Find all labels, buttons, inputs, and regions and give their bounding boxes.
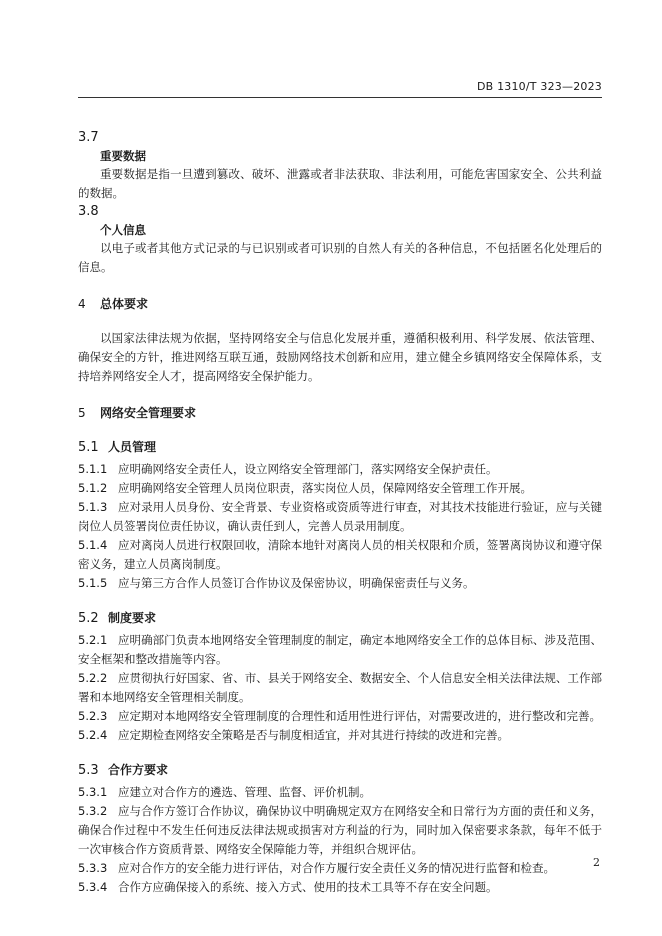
clause-number: 5.1.5 — [78, 576, 108, 590]
term-title: 个人信息 — [100, 223, 146, 237]
clause-number: 5.3.4 — [78, 880, 108, 894]
clause-number: 5.2.1 — [78, 633, 108, 647]
chapter-title: 总体要求 — [100, 297, 149, 311]
clause-text: 应定期对本地网络安全管理制度的合理性和适用性进行评估，对需要改进的，进行整改和完善。 — [118, 709, 601, 723]
clause-number: 5.3.2 — [78, 804, 108, 818]
chapter-number: 4 — [78, 297, 86, 311]
clause-item — [78, 536, 602, 574]
term-number: 3.7 — [78, 130, 99, 145]
chapter-paragraph: 以国家法律法规为依据，坚持网络安全与信息化发展并重，遵循积极利用、科学发展、依法管理、确保安全的方针，推进网络互联互通，鼓励网络技术创新和应用，建立健全乡镇网络安全保障体系，支持培养网络安全人才，提高网络安全保护能力。 — [78, 331, 602, 383]
clause-text: 应与合作方签订合作协议，确保协议中明确规定双方在网络安全和日常行为方面的责任和义务，确保合作过程中不发生任何违反法律法规或损害对方利益的行为，同时加入保密要求条款，每年不低于一次审核合作方资质背景、网络安全保障能力等，并组织合规评估。 — [78, 804, 602, 856]
section-title: 制度要求 — [108, 611, 157, 625]
clause-item — [78, 498, 602, 536]
chapter-heading — [78, 404, 602, 422]
clause-item — [78, 878, 602, 897]
section-heading — [78, 438, 602, 457]
term-definition: 以电子或者其他方式记录的与已识别或者可识别的自然人有关的各种信息，不包括匿名化处理后的信息。 — [78, 241, 602, 274]
term-number: 3.8 — [78, 204, 99, 219]
chapter-number: 5 — [78, 406, 86, 420]
page-body — [78, 129, 602, 897]
term-title: 重要数据 — [100, 149, 146, 163]
clause-number: 5.3.1 — [78, 785, 108, 799]
clause-text: 应明确网络安全管理人员岗位职责，落实岗位人员，保障网络安全管理工作开展。 — [118, 481, 532, 495]
clause-text: 应对录用人员身份、安全背景、专业资格或资质等进行审查，对其技术技能进行验证，应与关键岗位人员签署岗位责任协议，确认责任到人，完善人员录用制度。 — [78, 500, 602, 533]
clause-number: 5.1.2 — [78, 481, 108, 495]
section-title: 合作方要求 — [108, 763, 169, 777]
clause-item — [78, 631, 602, 669]
section-number: 5.1 — [78, 440, 99, 455]
header-rule — [78, 97, 602, 98]
clause-item — [78, 479, 602, 498]
clause-number: 5.2.4 — [78, 728, 108, 742]
clause-text: 应建立对合作方的遴选、管理、监督、评价机制。 — [118, 785, 371, 799]
clause-text: 应对离岗人员进行权限回收，清除本地针对离岗人员的相关权限和介质，签署离岗协议和遵守保密义务，建立人员离岗制度。 — [78, 538, 602, 571]
clause-number: 5.1.4 — [78, 538, 108, 552]
clause-item — [78, 726, 602, 745]
clause-item — [78, 783, 602, 802]
clause-item — [78, 460, 602, 479]
clause-number: 5.1.1 — [78, 462, 108, 476]
clause-text: 应与第三方合作人员签订合作协议及保密协议，明确保密责任与义务。 — [118, 576, 475, 590]
page-number: 2 — [593, 856, 600, 869]
clause-text: 应明确部门负责本地网络安全管理制度的制定，确定本地网络安全工作的总体目标、涉及范围、安全框架和整改措施等内容。 — [78, 633, 602, 666]
clause-number: 5.3.3 — [78, 861, 108, 875]
clause-text: 应明确网络安全责任人，设立网络安全管理部门，落实网络安全保护责任。 — [118, 462, 498, 476]
section-number: 5.2 — [78, 611, 99, 626]
clause-number: 5.2.2 — [78, 671, 108, 685]
clause-number: 5.1.3 — [78, 500, 108, 514]
section-heading — [78, 761, 602, 780]
document-code: DB 1310/T 323—2023 — [476, 80, 602, 93]
clause-text: 应对合作方的安全能力进行评估，对合作方履行安全责任义务的情况进行监督和检查。 — [118, 861, 555, 875]
term-definition: 重要数据是指一旦遭到篡改、破坏、泄露或者非法获取、非法利用，可能危害国家安全、公共利益的数据。 — [78, 167, 602, 200]
clause-text: 应定期检查网络安全策略是否与制度相适宜，并对其进行持续的改进和完善。 — [118, 728, 509, 742]
clause-item — [78, 574, 602, 593]
section-number: 5.3 — [78, 763, 99, 778]
section-title: 人员管理 — [108, 440, 157, 454]
clause-item — [78, 859, 602, 878]
chapter-title: 网络安全管理要求 — [100, 406, 197, 420]
clause-item — [78, 707, 602, 726]
clause-number: 5.2.3 — [78, 709, 108, 723]
clause-item — [78, 802, 602, 859]
chapter-heading — [78, 295, 602, 313]
clause-item — [78, 669, 602, 707]
clause-text: 应贯彻执行好国家、省、市、县关于网络安全、数据安全、个人信息安全相关法律法规、工作部署和本地网络安全管理相关制度。 — [78, 671, 602, 704]
clause-text: 合作方应确保接入的系统、接入方式、使用的技术工具等不存在安全问题。 — [118, 880, 498, 894]
section-heading — [78, 609, 602, 628]
